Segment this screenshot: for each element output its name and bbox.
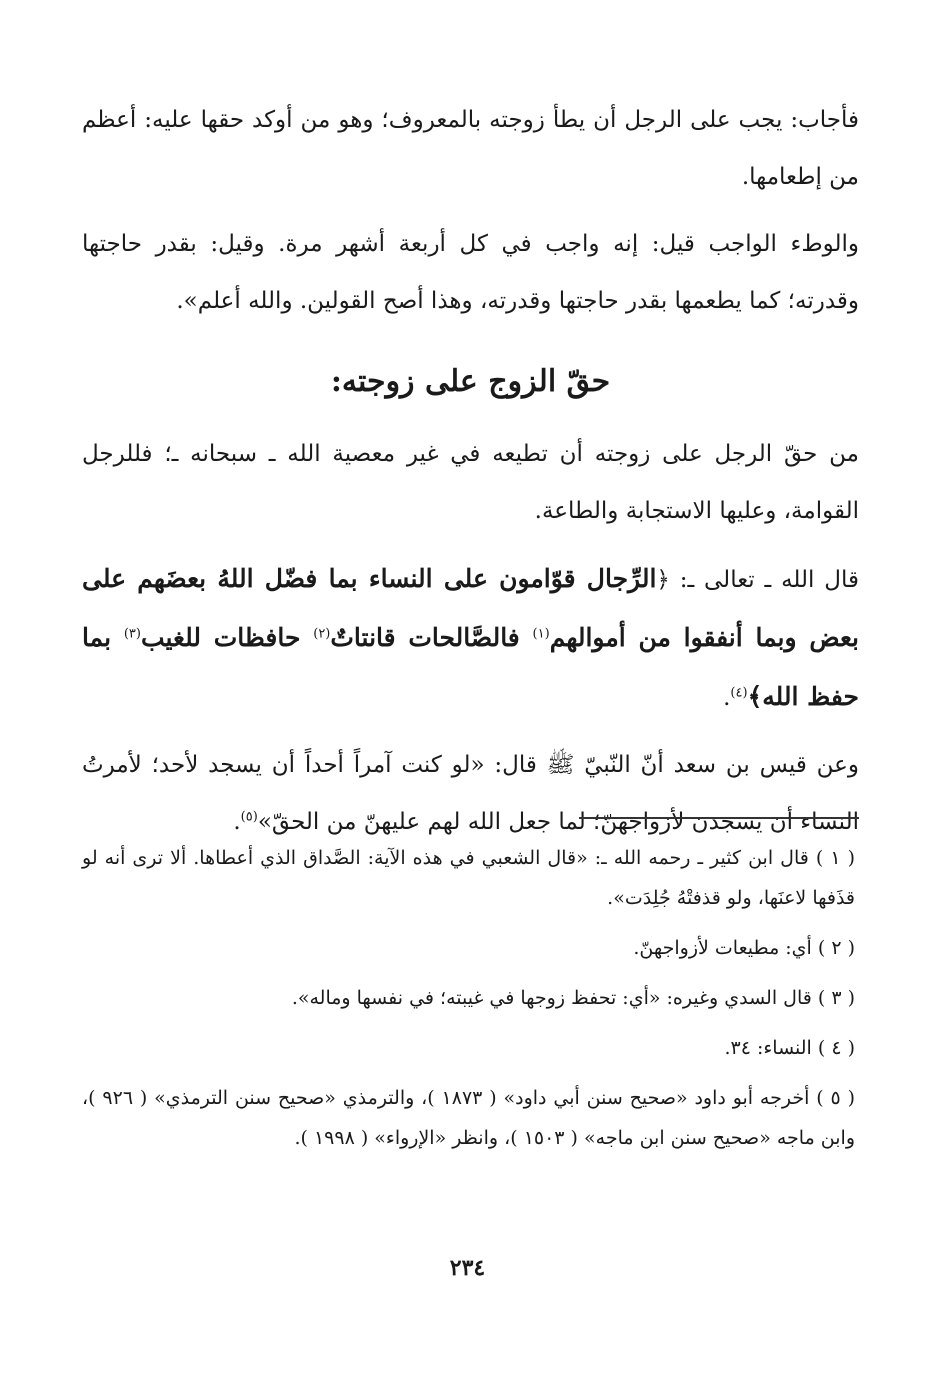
paragraph-hadith (82, 737, 859, 851)
main-text (82, 92, 859, 861)
verse-segment-1: الرِّجال قوّامون على النساء بما فضّل اللهُ بعضَهم على بعض وبما أنفقوا من أموالهم (82, 564, 859, 652)
footnote-2: ( ٢ ) أي: مطيعات لأزواجهنّ. (633, 937, 855, 959)
footnote-1: ( ١ ) قال ابن كثير ـ رحمه الله ـ: «قال الشعبي في هذه الآية: الصَّداق الذي أعطاها. ألا ترى أنه لو قذَفها لاعنَها، ولو قذفتْهُ جُلِدَت». (82, 847, 855, 909)
footnote-ref-3: (٣) (123, 626, 141, 642)
hadith-end: . (233, 809, 241, 835)
hadith-text: وعن قيس بن سعد أنّ النّبيّ ﷺ قال: «لو كنت آمراً أحداً أن يسجد لأحد؛ لأمرتُ النساء أن يسجدن لأزواجهنّ؛ لما جعل الله لهم عليهنّ من الحقّ» (82, 752, 859, 835)
footnote-ref-4: (٤) (730, 685, 748, 701)
page-number: ٢٣٤ (449, 1255, 486, 1281)
paragraph-husband-right: من حقّ الرجل على زوجته أن تطيعه في غير معصية الله ـ سبحانه ـ؛ فللرجل القوامة، وعليها الاستجابة والطاعة. (82, 441, 859, 524)
footnote-divider (579, 817, 859, 819)
footnote-5: ( ٥ ) أخرجه أبو داود «صحيح سنن أبي داود» ( ١٨٧٣ )، والترمذي «صحيح سنن الترمذي» ( ٩٢٦ )، وابن ماجه «صحيح سنن ابن ماجه» ( ١٥٠٣ )، وانظر «الإرواء» ( ١٩٩٨ ). (82, 1087, 856, 1149)
footnote-4: ( ٤ ) النساء: ٣٤. (724, 1037, 855, 1059)
footnote-ref-1: (١) (532, 626, 550, 642)
paragraph-obligatory-intercourse: والوطء الواجب قيل: إنه واجب في كل أربعة أشهر مرة. وقيل: بقدر حاجتها وقدرته؛ كما يطعمها بقدر حاجتها وقدرته، وهذا أصح القولين. والله أعلم». (82, 231, 859, 314)
verse-segment-4: بما حفظ الله (82, 623, 859, 711)
paragraph-answer: فأجاب: يجب على الرجل أن يطأ زوجته بالمعروف؛ وهو من أوكد حقها عليه: أعظم من إطعامها. (82, 107, 859, 190)
verse-intro: قال الله ـ تعالى ـ: ﴿ (656, 567, 859, 593)
verse-segment-3: حافظات للغيب (140, 623, 314, 652)
quran-verse-paragraph (82, 550, 859, 727)
verse-close: ﴾ (747, 682, 763, 711)
footnote-3: ( ٣ ) قال السدي وغيره: «أي: تحفظ زوجها في غيبته؛ في نفسها وماله». (291, 987, 855, 1009)
section-heading: حقّ الزوج على زوجته: (330, 364, 611, 399)
footnote-ref-5: (٥) (240, 809, 258, 825)
verse-end: . (723, 685, 731, 711)
footnotes (82, 838, 855, 1168)
verse-segment-2: فالصَّالحات قانتاتٌ (330, 623, 533, 652)
footnote-ref-2: (٢) (313, 626, 331, 642)
